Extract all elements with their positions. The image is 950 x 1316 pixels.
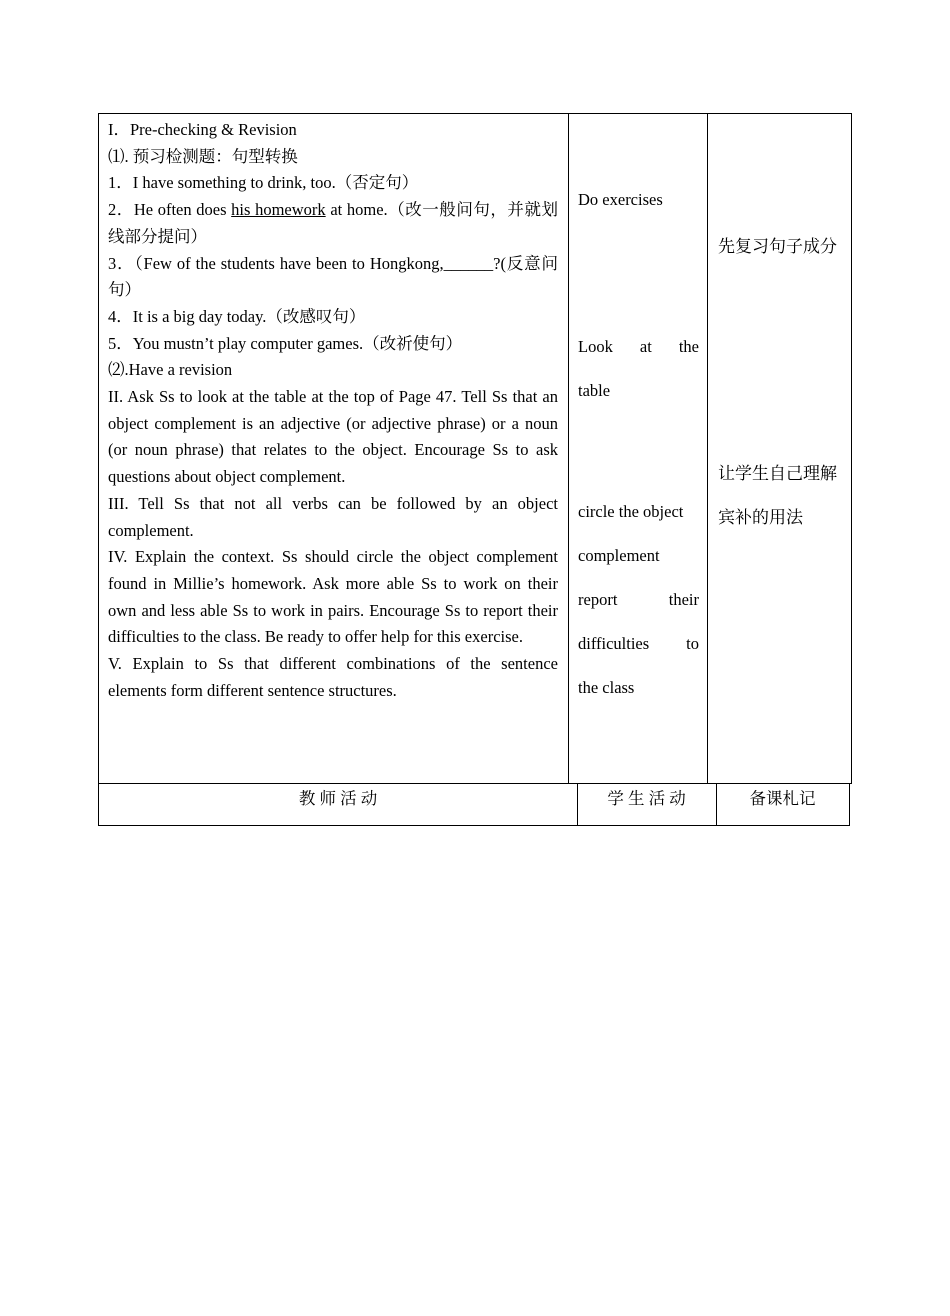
column-divider [568,114,569,783]
exercise-item: 4．It is a big day today.（改感叹句） [108,306,366,326]
footer-teacher-activity: 教 师 活 动 [298,789,378,808]
note-review-sentence-elements: 先复习句子成分 [718,237,837,256]
footer-lesson-notes: 备课札记 [749,789,816,808]
exercise-item: 1．I have something to drink, too.（否定句） [108,173,419,193]
student-activity-do-exercises: Do exercises [578,190,663,209]
exercise-item: 5．You mustn’t play computer games.（改祈使句） [108,333,463,353]
table-footer [98,783,850,826]
footer-student-activity: 学 生 活 动 [607,789,686,808]
exercise-item: 3．（Few of the students have been to Hongkong,______?(反意问句） [108,253,558,300]
underlined-text: his homework [231,200,326,220]
paragraph: IV. Explain the context. Ss should circle the object complement found in Millie’s homework. Ask more able Ss to work on their own and less able Ss to work in pairs. Encourage Ss to report their difficulties to the class. Be ready to offer help for this exercise. [108,547,558,647]
subsection-title: ⑵.Have a revision [108,360,233,380]
note-object-complement: 让学生自己理解 宾补的用法 [718,464,837,527]
subsection-title: ⑴. 预习检测题：句型转换 [108,146,298,166]
paragraph: V. Explain to Ss that different combinations of the sentence elements form different sentence structures. [108,654,558,700]
student-activity-look-table: Look at the table [578,337,699,400]
paragraph: III. Tell Ss that not all verbs can be followed by an object complement. [108,493,558,540]
lesson-table [98,113,852,784]
exercise-item: 2．He often does his homework at home.（改一般问句，并就划线部分提问） [108,200,558,246]
paragraph: II. Ask Ss to look at the table at the top of Page 47. Tell Ss that an object complement is an adjective (or adjective phrase) or a noun (or noun phrase) that relates to the object. Encourage Ss to ask questions about object complement. [108,387,558,487]
section-title: I．Pre-checking & Revision [108,120,297,139]
teacher-activity-cell [108,117,558,704]
student-activity-circle: circle the object complement report their difficulties to the class [578,502,699,697]
column-divider [707,114,708,783]
